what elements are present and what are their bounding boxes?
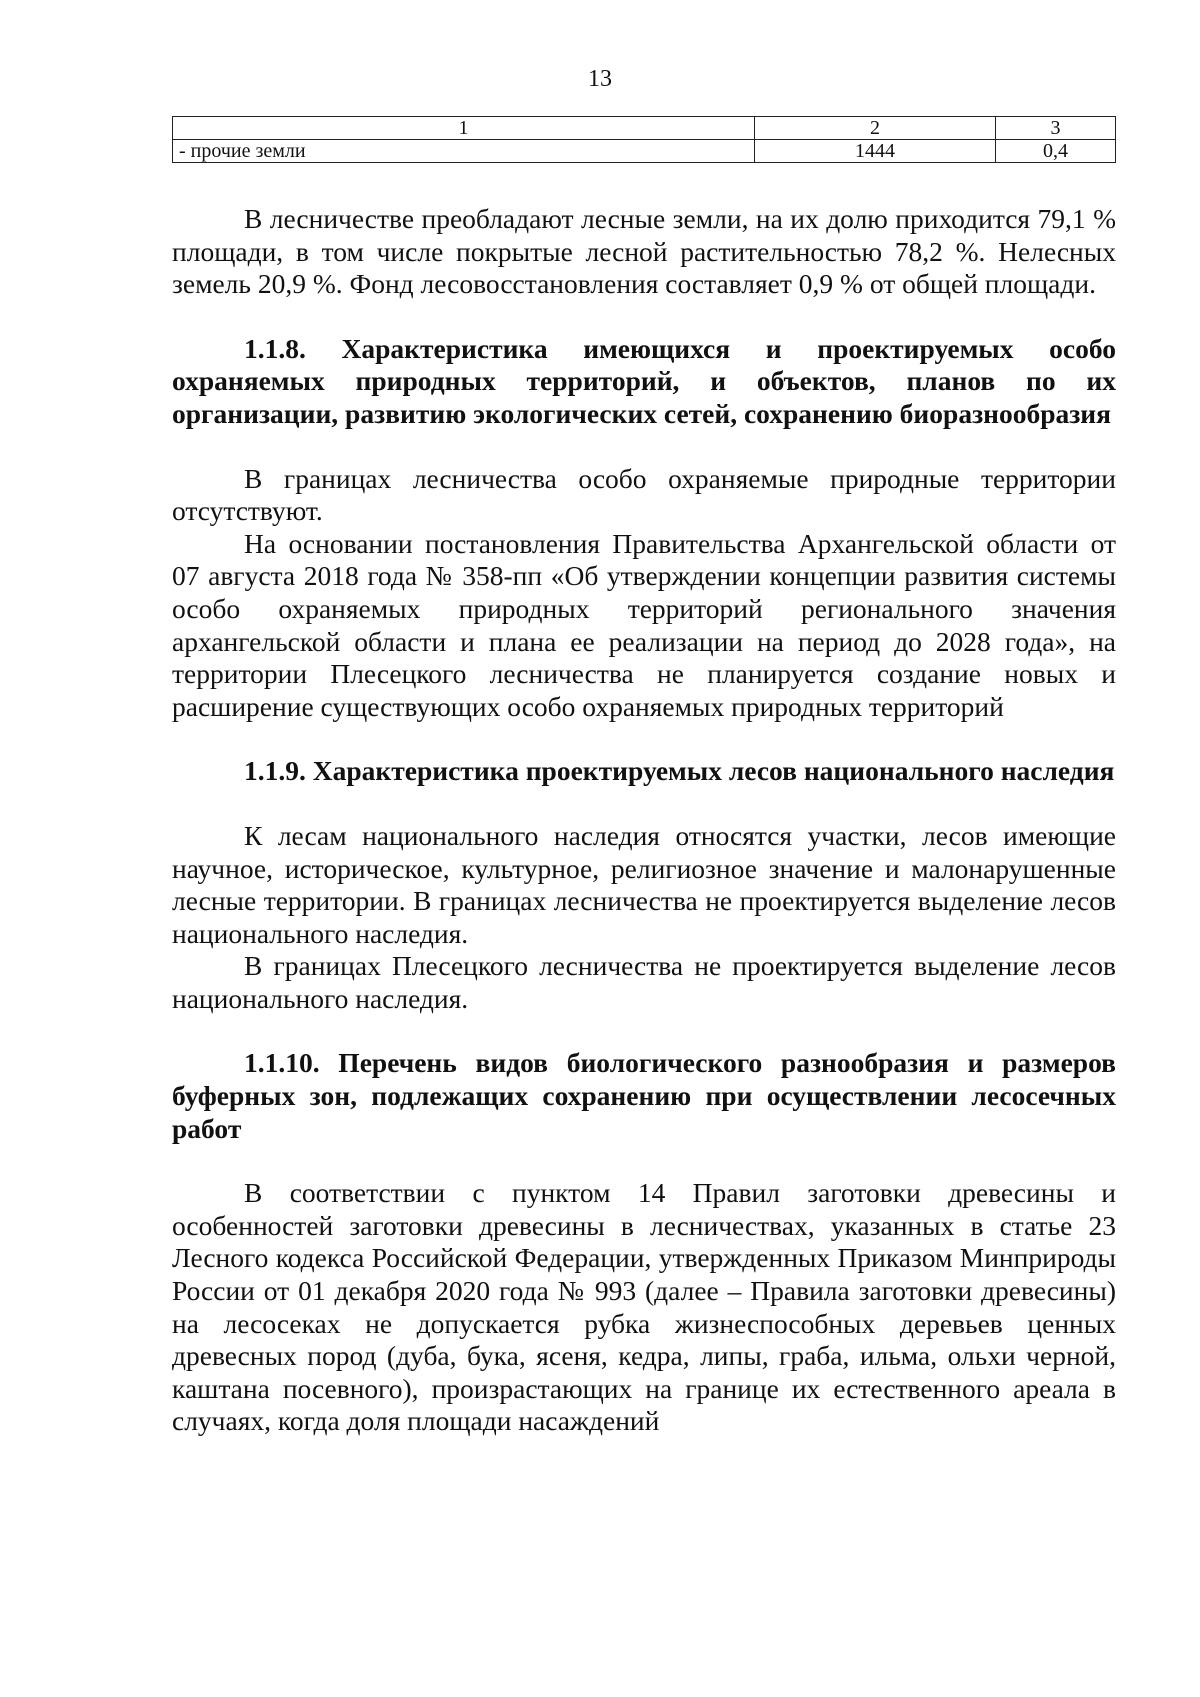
heading-1-1-9: 1.1.9. Характеристика проектируемых лесов национального наследия [244,755,1115,787]
document-body [172,203,1116,1438]
table-header-cell: 1 [173,117,755,140]
table-cell-name: - прочие земли [173,140,755,163]
paragraph-national-heritage: К лесам национального наследия относятся участки, лесов имеющие научное, историческое, культурное, религиозное значение и малонарушенные лесные территории. В границах лесничества не проектируется выделение лесов национального наследия. [172,819,1116,949]
paragraph-logging-rules: В соответствии с пунктом 14 Правил заготовки древесины и особенностей заготовки древесины в лесничествах, указанных в статье 23 Лесного кодекса Российской Федерации, утвержденных Приказом Минприроды России от 01 декабря 2020 года № 993 (далее – Правила заготовки древесины) на лесосеках не допускается рубка жизнеспособных деревьев ценных древесных пород (дуба, бука, ясеня, кедра, липы, граба, ильма, ольхи черной, каштана посевного), произрастающих на границе их естественного ареала в случаях, когда доля площади насаждений [172,1177,1116,1437]
table-header-row [173,117,1116,140]
paragraph-land-share: В лесничестве преобладают лесные земли, на их долю приходится 79,1 % площади, в том числе покрытые лесной растительностью 78,2 %. Нелесных земель 20,9 %. Фонд лесовосстановления составляет 0,9 % от общей площади. [172,203,1116,300]
heading-1-1-8: 1.1.8. Характеристика имеющихся и проектируемых особо охраняемых природных территорий, и объектов, планов по их организации, развитию экологических сетей, сохранению биоразнообразия [172,332,1116,429]
table-cell-percent: 0,4 [996,140,1116,163]
table-header-cell: 3 [996,117,1116,140]
paragraph-no-protected-areas: В границах лесничества особо охраняемые природные территории отсутствуют. [172,462,1116,527]
paragraph-plesetsk-heritage: В границах Плесецкого лесничества не проектируется выделение лесов национального наследия. [172,950,1116,1014]
table-header-cell: 2 [755,117,996,140]
page-number: 13 [588,66,612,92]
table-row [173,140,1116,163]
table-cell-area: 1444 [755,140,996,163]
paragraph-government-decree: На основании постановления Правительства Архангельской области от 07 августа 2018 года № 358-пп «Об утверждении концепции развития системы особо охраняемых природных территорий регионального значения архангельской области и плана ее реализации на период до 2028 года», на территории Плесецкого лесничества не планируется создание новых и расширение существующих особо охраняемых природных территорий [172,527,1116,722]
heading-1-1-10: 1.1.10. Перечень видов биологического разнообразия и размеров буферных зон, подлежащих сохранению при осуществлении лесосечных работ [172,1047,1116,1144]
continued-table [172,116,1116,163]
